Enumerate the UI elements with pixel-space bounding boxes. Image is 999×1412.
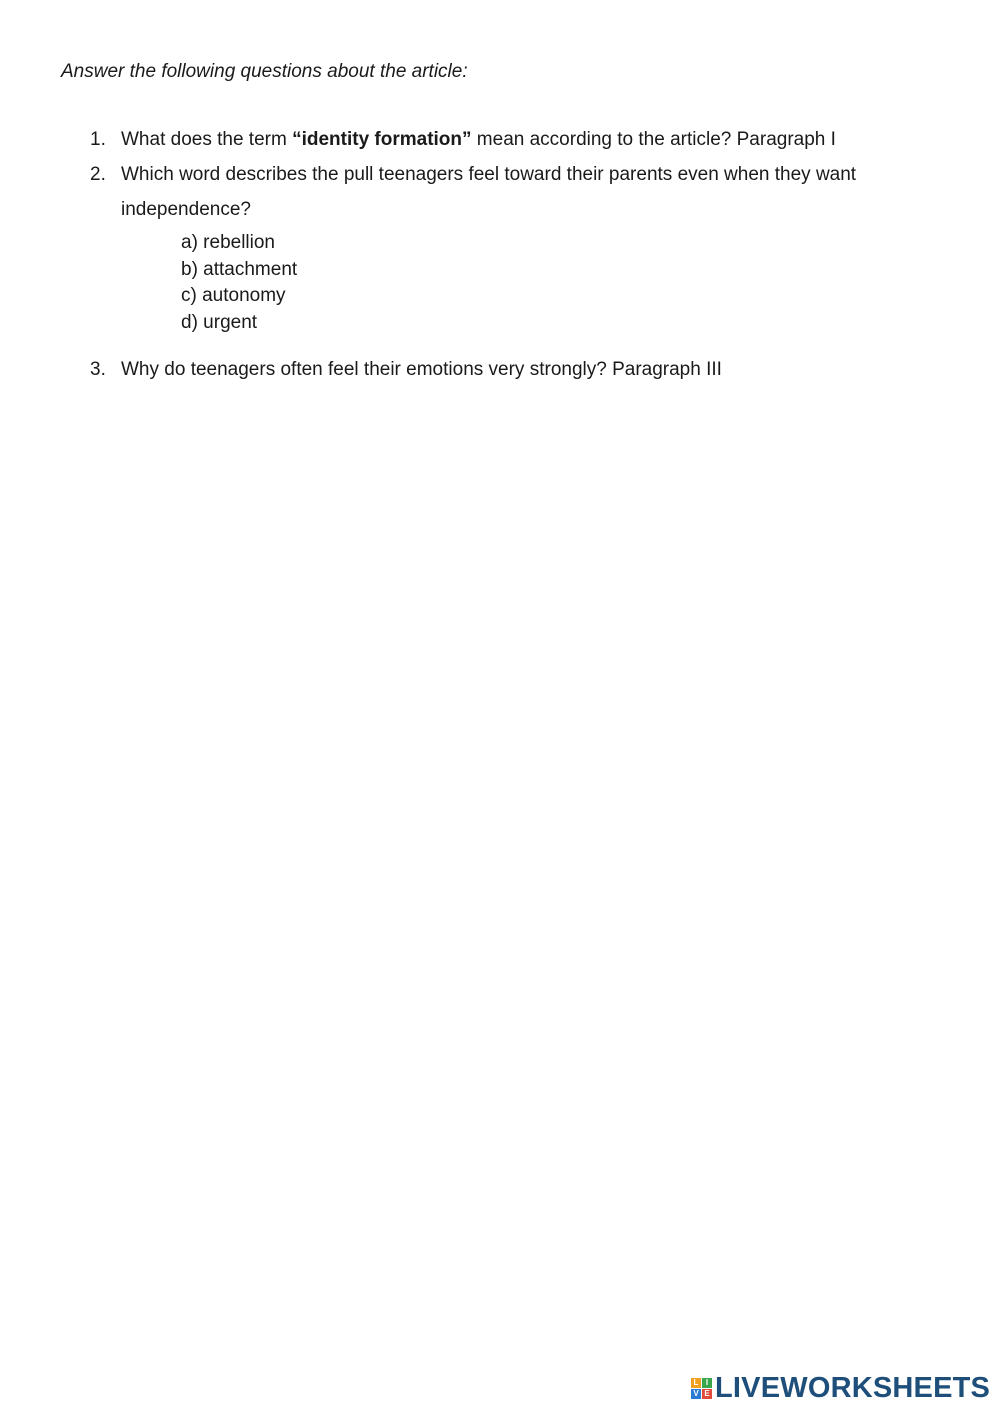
liveworksheets-logo (691, 1372, 990, 1404)
logo-square: L (691, 1378, 701, 1388)
logo-square: E (702, 1389, 712, 1399)
question-number: 2. (90, 164, 106, 185)
logo-square: V (691, 1389, 701, 1399)
question-text-after: mean according to the article? Paragraph I (471, 129, 836, 150)
question-text (121, 122, 921, 157)
logo-icon (691, 1378, 712, 1399)
answer-options (181, 230, 297, 337)
question-text: Which word describes the pull teenagers feel toward their parents even when they want independence? (121, 164, 857, 220)
question-text: Why do teenagers often feel their emotions very strongly? Paragraph III (121, 359, 722, 380)
question-key-term: “identity formation” (292, 129, 472, 150)
option-c[interactable]: c) autonomy (181, 285, 286, 307)
question-number: 1. (90, 129, 106, 150)
question-text-before: What does the term (121, 129, 293, 150)
option-d[interactable]: d) urgent (181, 312, 258, 334)
question-number: 3. (90, 359, 106, 380)
logo-square: I (702, 1378, 712, 1388)
option-a[interactable]: a) rebellion (181, 232, 275, 253)
option-b[interactable]: b) attachment (181, 258, 298, 280)
logo-text: LIVEWORKSHEETS (715, 1371, 991, 1404)
instructions-text: Answer the following questions about the article: (61, 61, 468, 82)
